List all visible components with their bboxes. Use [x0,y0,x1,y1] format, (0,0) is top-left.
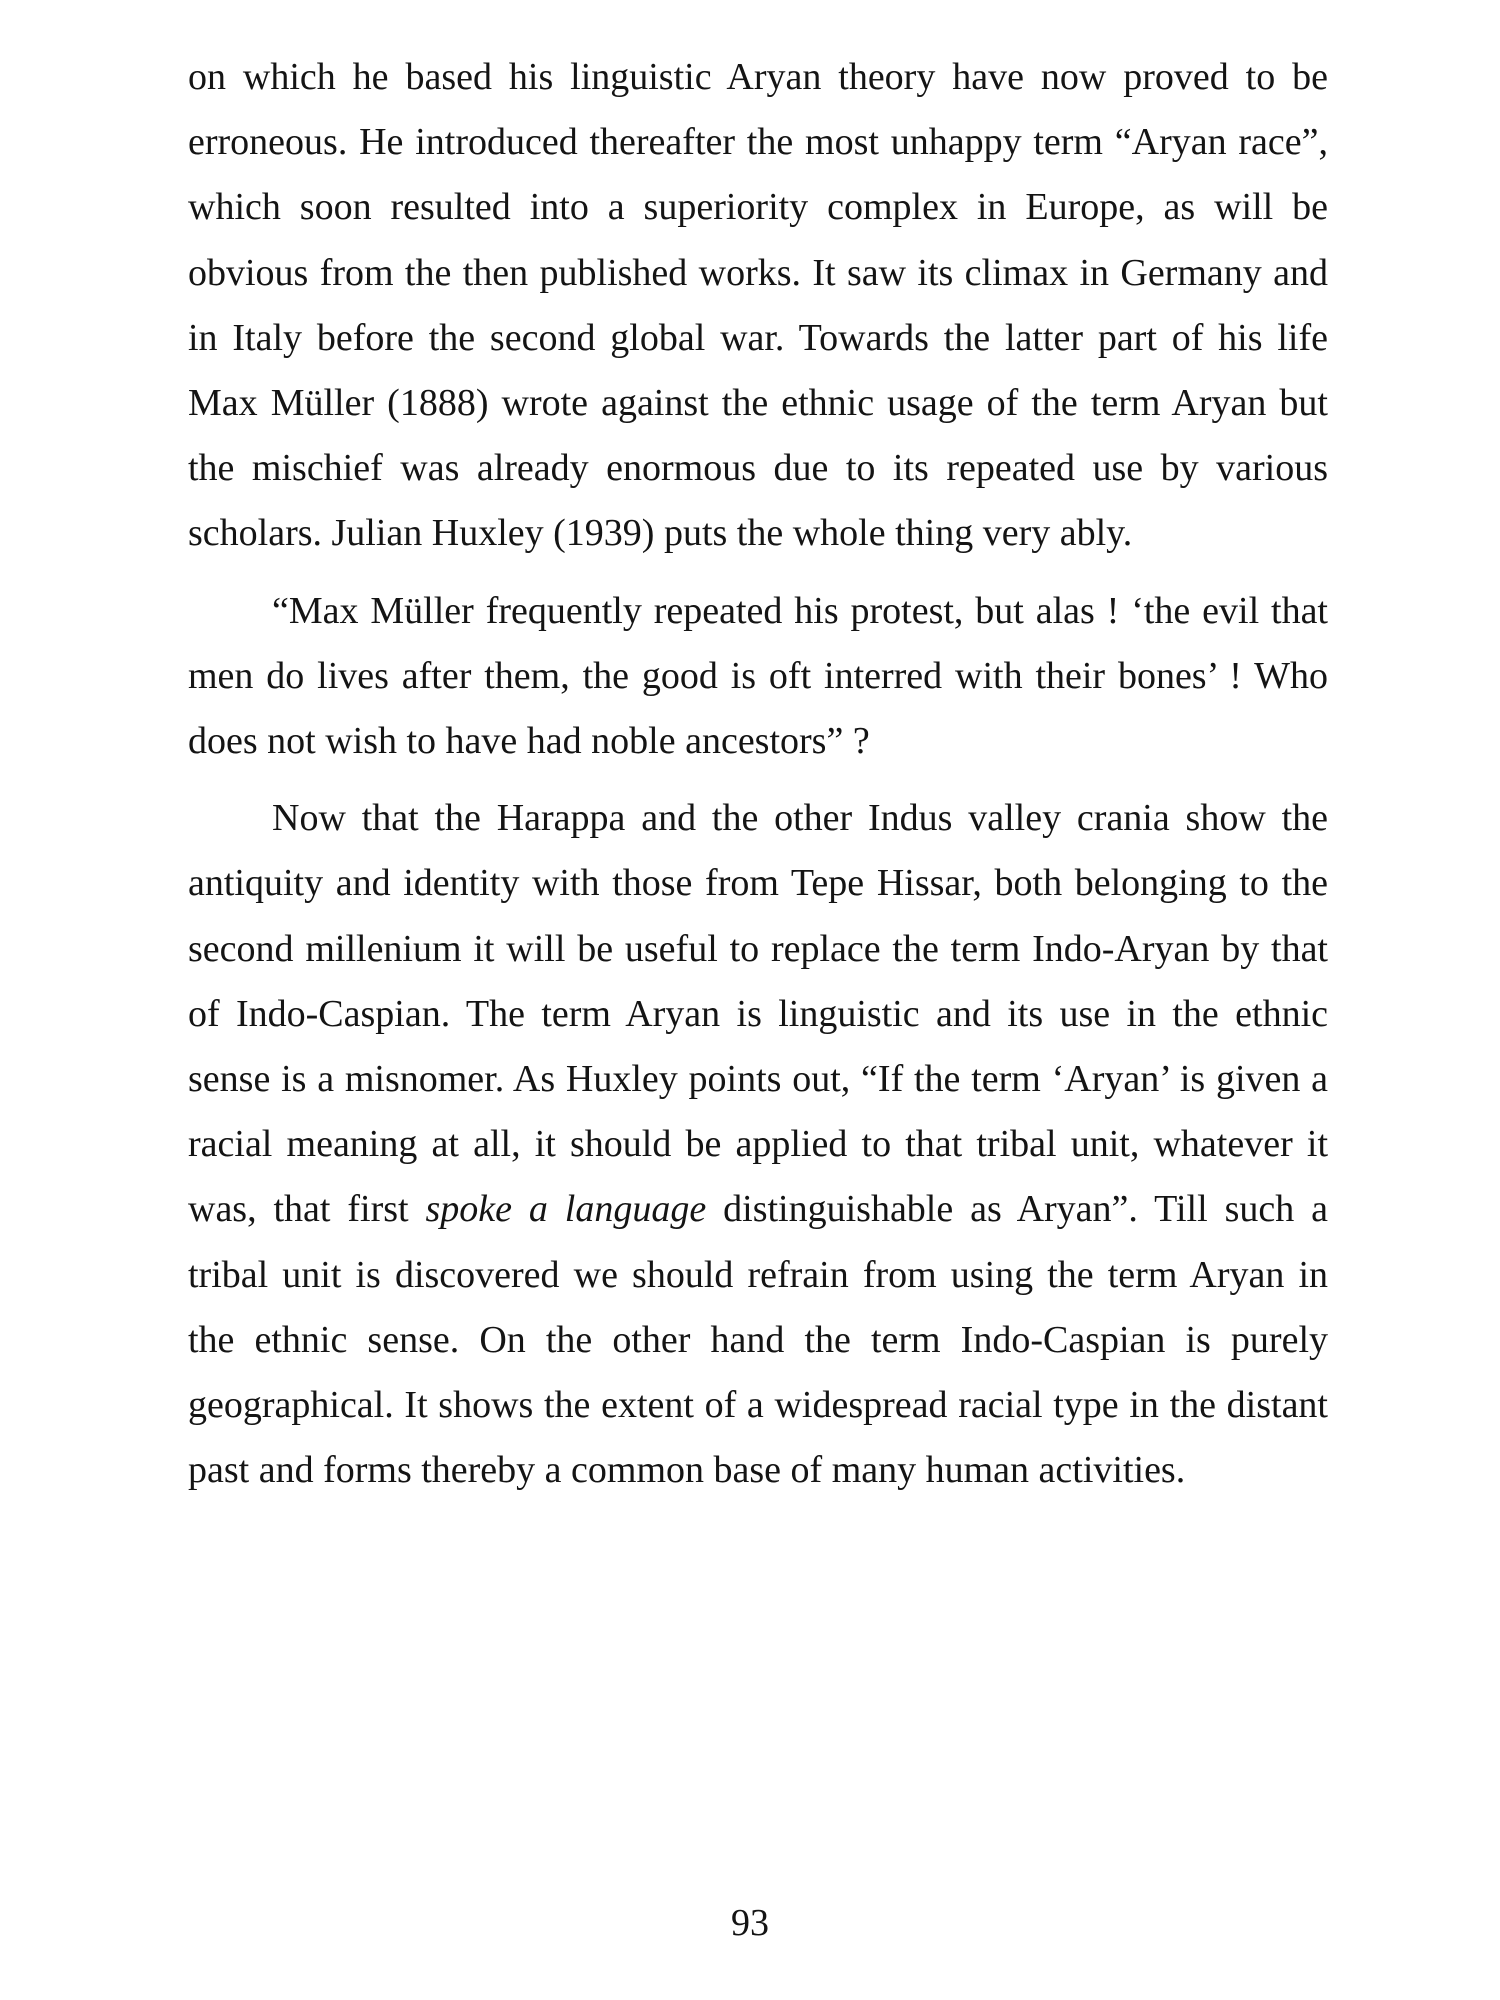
paragraph-aryan-theory: on which he based his linguistic Aryan theory have now proved to be erroneous. He introduced thereafter the most unhappy term “Aryan race”, which soon resulted into a superiority complex in Europe, as will be obvious from the then published works. It saw its climax in Germany and in Italy before the second global war. Towards the latter part of his life Max Müller (1888) wrote against the ethnic usage of the term Aryan but the mischief was already enormous due to its repeated use by various scholars. Julian Huxley (1939) puts the whole thing very ably. [188,56,1328,555]
italic-phrase: spoke a language [425,1188,707,1231]
body-text [188,45,1328,1515]
paragraph-indo-caspian-start: Now that the Harappa and the other Indus valley crania show the antiquity and identity with those from Tepe Hissar, both belonging to the second millenium it will be useful to replace the term Indo-Aryan by that of Indo-Caspian. The term Aryan is linguistic and its use in the ethnic sense is a misnomer. As Huxley points out, “If the term ‘Aryan’ is given a racial meaning at all, it should be applied to that tribal unit, whatever it was, that first [188,797,1328,1231]
paragraph-indo-caspian [188,786,1328,1503]
page-number: 93 [731,1902,769,1944]
paragraph-huxley-quote: “Max Müller frequently repeated his protest, but alas ! ‘the evil that men do lives after them, the good is oft interred with their bones’ ! Who does not wish to have had noble ancestors” ? [188,589,1328,763]
paragraph-indo-caspian-end: distinguishable as Aryan”. Till such a tribal unit is discovered we should refrain from using the term Aryan in the ethnic sense. On the other hand the term Indo-Caspian is purely geographical. It shows the extent of a widespread racial type in the distant past and forms thereby a common base of many human activities. [188,1188,1328,1492]
